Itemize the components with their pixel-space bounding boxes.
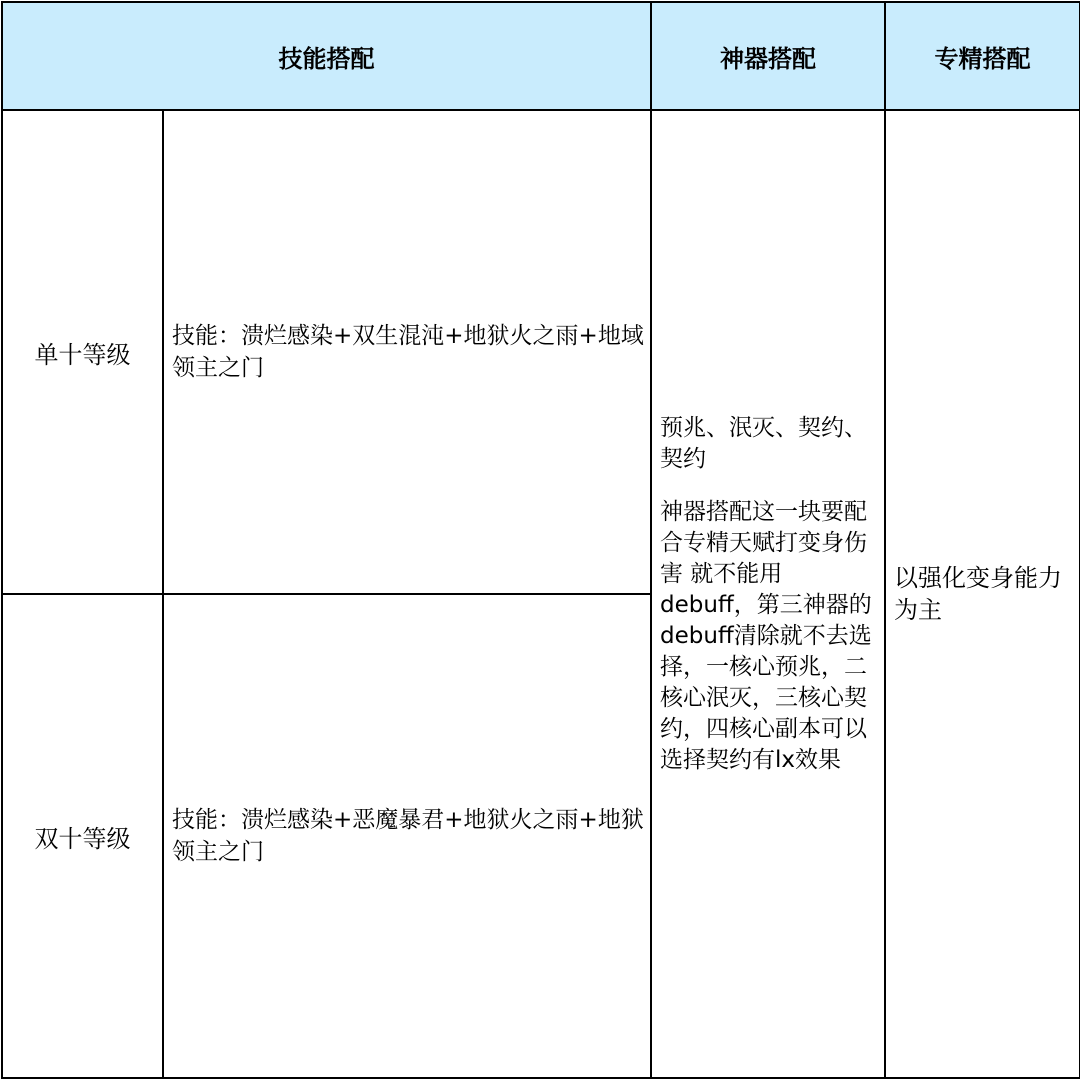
header-skill-build: 技能搭配	[2, 2, 651, 110]
artifact-note: 神器搭配这一块要配合专精天赋打变身伤害 就不能用debuff，第三神器的debuff清除就不去选择，一核心预兆，二核心泯灭，三核心契约，四核心副本可以选择契约有lx效果	[660, 498, 872, 773]
header-artifact-build: 神器搭配	[651, 2, 885, 110]
level-label-single-ten: 单十等级	[2, 110, 163, 594]
table-row-single-ten	[2, 110, 1080, 594]
header-spec-build: 专精搭配	[885, 2, 1080, 110]
spec-build-text: 以强化变身能力为主	[885, 110, 1080, 1078]
skill-combo-single-ten: 技能：溃烂感染+双生混沌+地狱火之雨+地域领主之门	[163, 110, 651, 594]
artifact-picks: 预兆、泯灭、契约、契约	[660, 414, 867, 472]
artifact-build-cell	[651, 110, 885, 1078]
level-label-double-ten: 双十等级	[2, 594, 163, 1078]
table-header-row	[2, 2, 1080, 110]
build-guide-table	[1, 1, 1080, 1079]
skill-combo-double-ten: 技能：溃烂感染+恶魔暴君+地狱火之雨+地狱领主之门	[163, 594, 651, 1078]
